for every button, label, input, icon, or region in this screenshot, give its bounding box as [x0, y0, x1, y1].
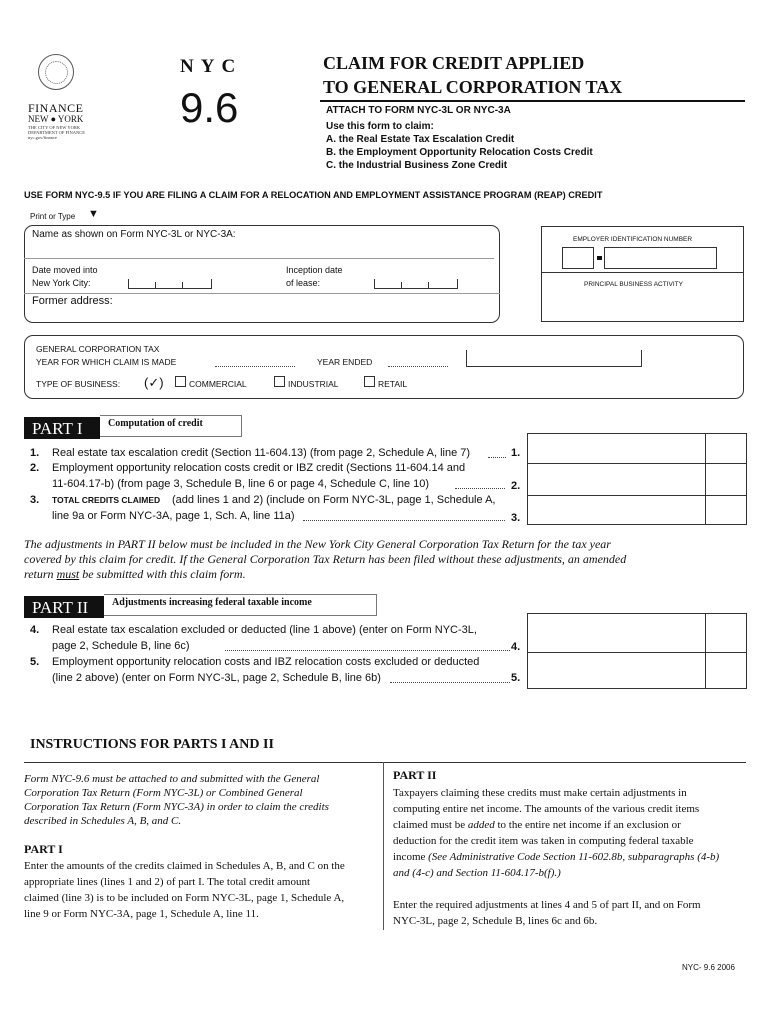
- instr-part2-line5: [393, 849, 719, 865]
- instr-part2-line4: deduction for the credit item was taken in computing federal taxable: [393, 835, 694, 847]
- gct-label-2: YEAR FOR WHICH CLAIM IS MADE: [36, 357, 177, 367]
- line4-leader: [225, 650, 510, 651]
- instr-part2-line3-pre: claimed must be: [393, 819, 468, 831]
- name-divider: [24, 258, 494, 259]
- instr-part2-title: PART II: [393, 768, 437, 782]
- ein-divider: [541, 272, 744, 273]
- cents-divider: [705, 613, 706, 689]
- use-form-label: Use this form to claim:: [326, 121, 434, 132]
- date-moved-label-2: New York City:: [32, 278, 91, 288]
- line4-amount-input[interactable]: [530, 617, 702, 650]
- instr-part1-line4: line 9 or Form NYC-3A, page 1, Schedule A, line 11.: [24, 908, 259, 920]
- form-title-line1: CLAIM FOR CREDIT APPLIED: [323, 53, 585, 73]
- year-ended-label: YEAR ENDED: [317, 357, 373, 367]
- instr-part1-line2: appropriate lines (lines 1 and 2) of part I. The total credit amount: [24, 876, 311, 888]
- new-york-logo-text: NEW ● YORK: [28, 114, 84, 124]
- form-number: 9.6: [180, 84, 239, 131]
- instr-part2-line7: Enter the required adjustments at lines 4 and 5 of part II, and on Form: [393, 899, 701, 911]
- instr-part1-title: PART I: [24, 842, 63, 856]
- date-moved-tick: [182, 282, 183, 288]
- inception-tick: [428, 282, 429, 288]
- line2-text-b: 11-604.17-b) (from page 3, Schedule B, line 6 or page 4, Schedule C, line 10): [52, 478, 430, 490]
- line2-number: 2.: [30, 462, 40, 474]
- adjust-note-line1: The adjustments in PART II below must be included in the New York City General Corporation Tax Return for the tax year: [24, 537, 611, 551]
- instr-part2-line2: computing entire net income. The amounts of the various credit items: [393, 803, 700, 815]
- type-of-business-label: TYPE OF BUSINESS:: [36, 379, 121, 389]
- inception-label-2: of lease:: [286, 278, 321, 288]
- line5-text-a: Employment opportunity relocation costs and IBZ relocation costs excluded or deducted: [52, 656, 480, 668]
- instr-part1-line1: Enter the amounts of the credits claimed in Schedules A, B, and C on the: [24, 860, 345, 872]
- ein-suffix-input[interactable]: [604, 247, 717, 269]
- intro-line1: Form NYC-9.6 must be attached to and submitted with the General: [24, 773, 320, 785]
- instr-part2-line5-italic: (See Administrative Code Section 11-602.8b, subparagraphs (4-b): [428, 851, 720, 863]
- inception-date-input[interactable]: [374, 279, 458, 289]
- row-divider: [527, 652, 747, 653]
- inception-tick: [401, 282, 402, 288]
- line3-bold-label: TOTAL CREDITS CLAIMED: [52, 495, 161, 505]
- line5-amount-input[interactable]: [530, 655, 702, 687]
- claim-a: A. the Real Estate Tax Escalation Credit: [326, 134, 515, 145]
- line2-text-a: Employment opportunity relocation costs credit or IBZ credit (Sections 11-604.14 and: [52, 462, 466, 474]
- logo-small-line3: nyc.gov/finance: [28, 135, 57, 140]
- line2-ref: 2.: [511, 480, 521, 492]
- check-mark-icon: (✓): [144, 375, 164, 390]
- part1-heading: Computation of credit: [100, 415, 242, 437]
- intro-line2: Corporation Tax Return (Form NYC-3L) or Combined General: [24, 787, 303, 799]
- line1-amount-input[interactable]: [530, 437, 702, 461]
- logo-small-line2: DEPARTMENT OF FINANCE: [28, 130, 85, 135]
- line1-ref: 1.: [511, 447, 521, 459]
- line4-ref: 4.: [511, 641, 521, 653]
- line4-number: 4.: [30, 624, 40, 636]
- nyc-label: NYC: [180, 56, 243, 77]
- footer-form-id: NYC- 9.6 2006: [682, 963, 735, 972]
- date-moved-input[interactable]: [128, 279, 212, 289]
- line4-text-b: page 2, Schedule B, line 6c): [52, 640, 190, 652]
- year-ended-date-input[interactable]: [466, 350, 642, 367]
- part2-label: PART II: [24, 596, 104, 618]
- commercial-checkbox[interactable]: [175, 376, 186, 387]
- ein-prefix-input[interactable]: [562, 247, 594, 269]
- row-divider: [527, 495, 747, 496]
- instructions-title: INSTRUCTIONS FOR PARTS I AND II: [30, 737, 274, 752]
- reap-notice: USE FORM NYC-9.5 IF YOU ARE FILING A CLAIM FOR A RELOCATION AND EMPLOYMENT ASSISTANCE PROGRAM (REAP) CREDIT: [24, 190, 603, 200]
- instr-part2-line3-post: to the entire net income if an exclusion or: [494, 819, 681, 831]
- cents-divider: [705, 433, 706, 525]
- intro-line3: Corporation Tax Return (Form NYC-3A) in order to claim the credits: [24, 801, 329, 813]
- part2-heading: Adjustments increasing federal taxable income: [104, 594, 377, 616]
- title-rule: [320, 100, 745, 102]
- gct-label-1: GENERAL CORPORATION TAX: [36, 344, 160, 354]
- line4-text-a: Real estate tax escalation excluded or deducted (line 1 above) (enter on Form NYC-3L,: [52, 624, 477, 636]
- name-label: Name as shown on Form NYC-3L or NYC-3A:: [32, 229, 236, 240]
- line3-text-b: line 9a or Form NYC-3A, page 1, Sch. A, line 11a): [52, 510, 295, 522]
- attach-note: ATTACH TO FORM NYC-3L OR NYC-3A: [326, 105, 511, 116]
- line3-amount-input[interactable]: [530, 498, 702, 523]
- ein-hyphen: [597, 256, 602, 260]
- line3-ref: 3.: [511, 512, 521, 524]
- address-divider: [24, 293, 500, 294]
- industrial-checkbox[interactable]: [274, 376, 285, 387]
- claim-year-input[interactable]: [215, 366, 295, 367]
- date-moved-tick: [155, 282, 156, 288]
- instr-part2-line3: [393, 817, 681, 833]
- line2-leader: [455, 488, 505, 489]
- adjust-note-line2: covered by this claim for credit. If the General Corporation Tax Return has been filed without these adjustments, an amended: [24, 552, 627, 566]
- claim-c: C. the Industrial Business Zone Credit: [326, 160, 508, 171]
- adjust-note-line3: [24, 567, 246, 582]
- adjust-note-post: be submitted with this claim form.: [79, 567, 246, 581]
- arrow-down-icon: ▼: [88, 208, 99, 220]
- inception-label-1: Inception date: [286, 265, 343, 275]
- intro-line4: described in Schedules A, B, and C.: [24, 815, 182, 827]
- part1-label: PART I: [24, 417, 100, 439]
- line3-leader: [303, 520, 505, 521]
- instr-part2-line6: and (4-c) and Section 11-604.17-b(f).): [393, 867, 561, 879]
- year-ended-input[interactable]: [388, 366, 448, 367]
- line5-leader: [390, 682, 510, 683]
- line1-text: Real estate tax escalation credit (Section 11-604.13) (from page 2, Schedule A, line 7): [52, 447, 471, 459]
- line3-text-a: (add lines 1 and 2) (include on Form NYC-3L, page 1, Schedule A,: [172, 494, 496, 506]
- instr-part2-line5-pre: income: [393, 851, 429, 863]
- row-divider: [527, 463, 747, 464]
- logo-small-line1: THE CITY OF NEW YORK: [28, 125, 81, 130]
- instr-part1-line3: claimed (line 3) is to be included on Form NYC-3L, page 1, Schedule A,: [24, 892, 345, 904]
- claim-b: B. the Employment Opportunity Relocation Costs Credit: [326, 147, 593, 158]
- print-or-type-label: Print or Type: [30, 212, 76, 221]
- ein-label: EMPLOYER IDENTIFICATION NUMBER: [573, 236, 693, 243]
- adjust-note-must: must: [56, 567, 80, 581]
- pba-label: PRINCIPAL BUSINESS ACTIVITY: [584, 281, 683, 288]
- line2-amount-input[interactable]: [530, 467, 702, 493]
- retail-checkbox[interactable]: [364, 376, 375, 387]
- line1-leader: [488, 457, 506, 458]
- instructions-rule: [24, 762, 746, 763]
- line1-number: 1.: [30, 447, 40, 459]
- instr-part2-line8: NYC-3L, page 2, Schedule B, lines 6c and 6b.: [393, 915, 598, 927]
- line5-ref: 5.: [511, 672, 521, 684]
- form-title-line2: TO GENERAL CORPORATION TAX: [323, 77, 623, 97]
- line5-number: 5.: [30, 656, 40, 668]
- adjust-note-pre: return: [24, 567, 57, 581]
- line3-number: 3.: [30, 494, 40, 506]
- date-moved-label-1: Date moved into: [32, 265, 98, 275]
- former-address-label: Former address:: [32, 295, 113, 307]
- industrial-label: INDUSTRIAL: [288, 379, 339, 389]
- city-seal-icon: [38, 54, 74, 90]
- commercial-label: COMMERCIAL: [189, 379, 247, 389]
- line5-text-b: (line 2 above) (enter on Form NYC-3L, page 2, Schedule B, line 6b): [52, 672, 381, 684]
- instructions-column-divider: [383, 762, 384, 930]
- retail-label: RETAIL: [378, 379, 408, 389]
- finance-logo-text: FINANCE: [28, 101, 84, 115]
- instr-part2-line3-added: added: [467, 819, 495, 831]
- instr-part2-line1: Taxpayers claiming these credits must make certain adjustments in: [393, 787, 687, 799]
